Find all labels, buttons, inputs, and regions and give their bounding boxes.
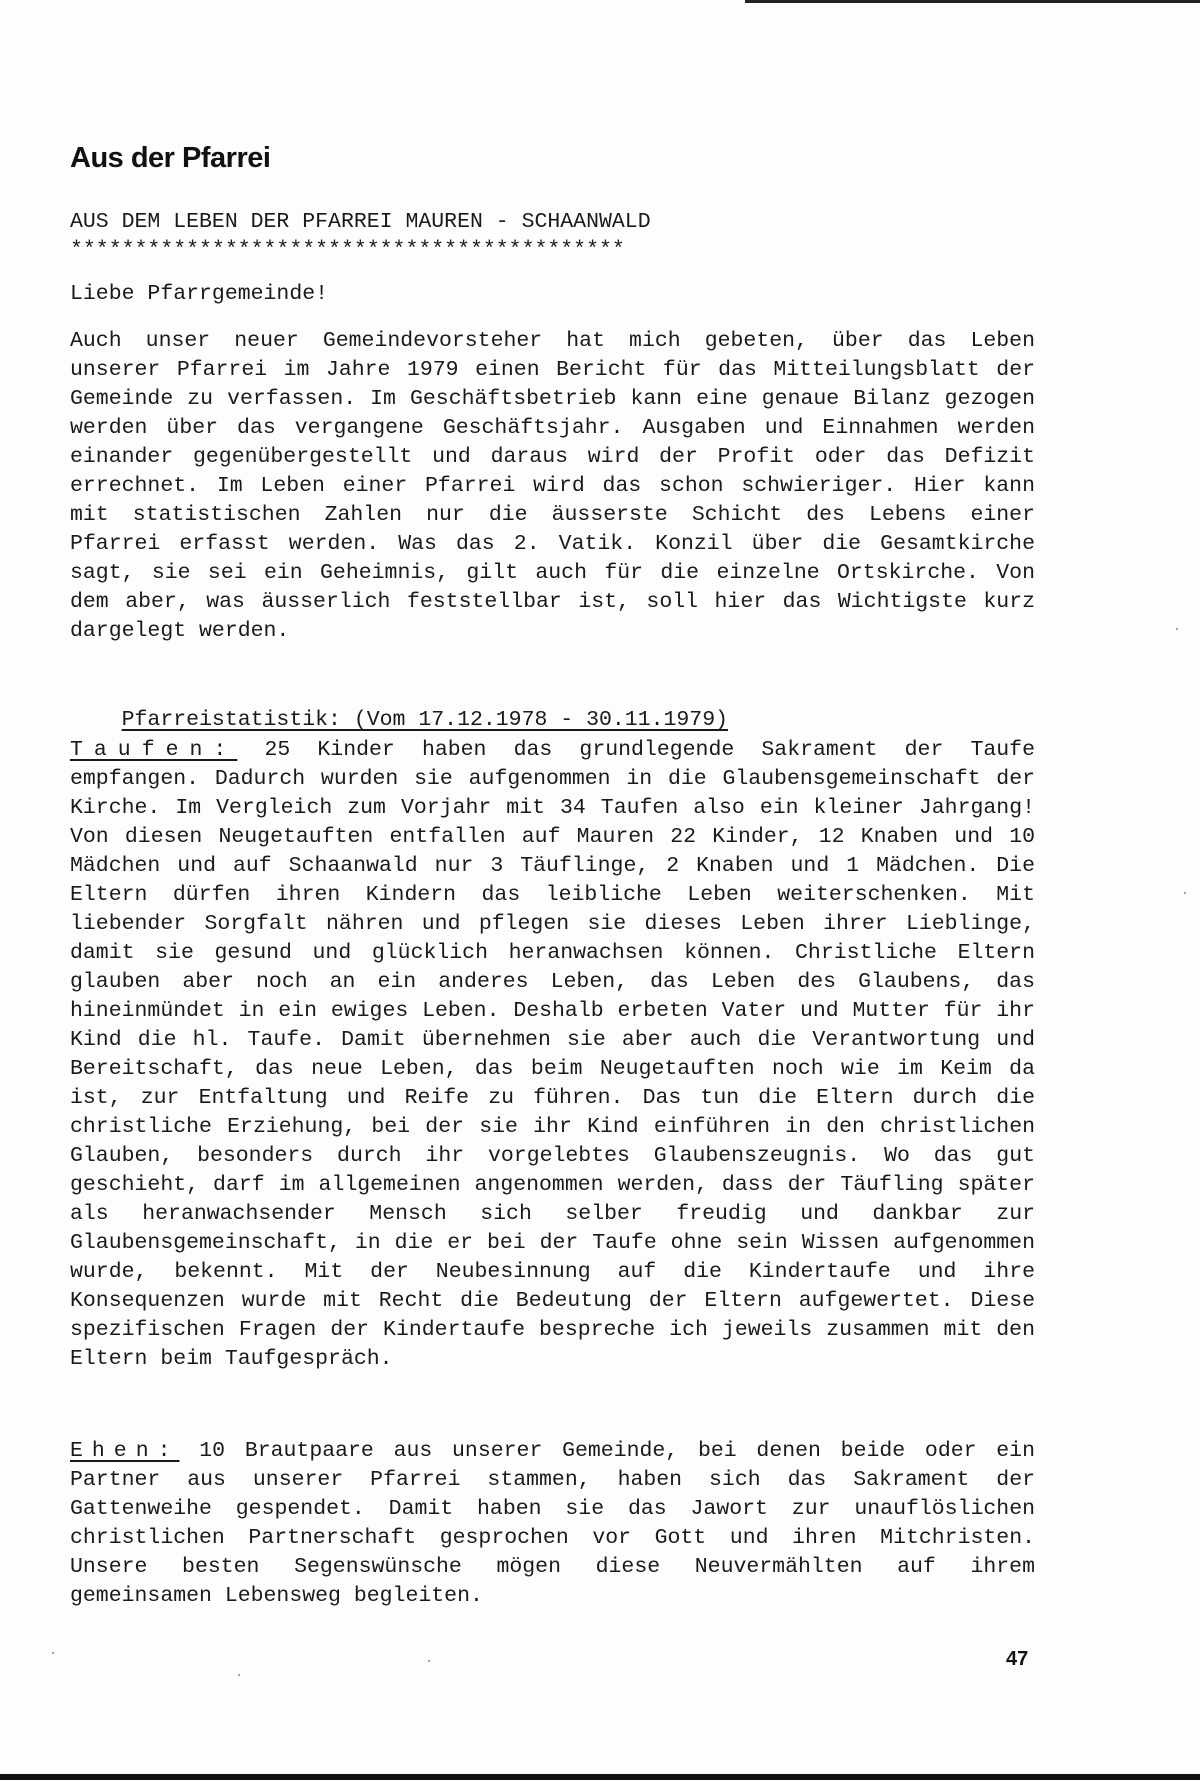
marriages-text: 10 Brautpaare aus unserer Gemeinde, bei denen beide oder ein Partner aus unserer Pfarrei stammen, haben sich das Sakrament der Gattenweihe gespendet. Damit haben sie das Jawort zur unauflöslichen christlichen Partnerschaft gesprochen vor Gott und ihren Mitchristen. Unsere besten Segenswünsche mögen diese Neuvermählten auf ihrem gemeinsamen Lebensweg begleiten. <box>70 1439 1035 1608</box>
scan-speck <box>1184 892 1186 894</box>
page-number: 47 <box>1006 1648 1029 1670</box>
statistics-heading-text: Pfarreistatistik: (Vom 17.12.1978 - 30.11.1979) <box>121 708 729 732</box>
page-title: Aus der Pfarrei <box>70 142 271 174</box>
scan-speck <box>1176 628 1178 630</box>
bottom-edge-rule <box>0 1774 1200 1780</box>
scan-speck <box>52 1652 54 1654</box>
scan-speck <box>238 1674 240 1676</box>
baptisms-label: Taufen: <box>70 738 238 762</box>
baptisms-text: 25 Kinder haben das grundlegende Sakrament der Taufe empfangen. Dadurch wurden sie aufgenommen in die Glaubensgemeinschaft der Kirche. Im Vergleich zum Vorjahr mit 34 Taufen also ein kleiner Jahrgang! Von diesen Neugetauften entfallen auf Mauren 22 Kinder, 12 Knaben und 10 Mädchen und auf Schaanwald nur 3 Täuflinge, 2 Knaben und 1 Mädchen. Die Eltern dürfen ihren Kindern das leibliche Leben weiterschenken. Mit liebender Sorgfalt nähren und pflegen sie dieses Leben ihrer Lieblinge, damit sie gesund und glücklich heranwachsen können. Christliche Eltern glauben aber noch an ein anderes Leben, das Leben des Glaubens, das hineinmündet in ein ewiges Leben. Deshalb erbeten Vater und Mutter für ihr Kind die hl. Taufe. Damit übernehmen sie aber auch die Verantwortung und Bereitschaft, das neue Leben, das beim Neugetauften noch wie im Keim da ist, zur Entfaltung und Reife zu führen. Das tun die Eltern durch die christliche Erziehung, bei der sie ihr Kind einführen in den christlichen Glauben, besonders durch ihr vorgelebtes Glaubenszeugnis. Wo das gut geschieht, darf im allgemeinen angenommen werden, dass der Täufling später als heranwachsender Mensch sich selber freudig und dankbar zur Glaubensgemeinschaft, in die er bei der Taufe ohne sein Wissen aufgenommen wurde, bekennt. Mit der Neubesinnung auf die Kindertaufe und ihre Konsequenzen wurde mit Recht die Bedeutung der Eltern aufgewertet. Diese spezifischen Fragen der Kindertaufe bespreche ich jeweils zusammen mit den Eltern beim Taufgespräch. <box>70 738 1035 1371</box>
article-kicker: AUS DEM LEBEN DER PFARREI MAUREN - SCHAANWALD <box>70 210 651 234</box>
top-edge-rule <box>745 0 1200 3</box>
marriages-paragraph <box>70 1437 1035 1611</box>
scan-speck <box>428 1660 430 1662</box>
salutation: Liebe Pfarrgemeinde! <box>70 282 329 306</box>
baptisms-paragraph <box>70 736 1035 1374</box>
marriages-label: Ehen: <box>70 1439 180 1463</box>
stars-divider: ******************************************* <box>70 238 625 262</box>
intro-paragraph: Auch unser neuer Gemeindevorsteher hat mich gebeten, über das Leben unserer Pfarrei im Jahre 1979 einen Bericht für das Mitteilungsblatt der Gemeinde zu verfassen. Im Geschäftsbetrieb kann eine genaue Bilanz gezogen werden über das vergangene Geschäftsjahr. Ausgaben und Einnahmen werden einander gegenübergestellt und daraus wird der Profit oder das Defizit errechnet. Im Leben einer Pfarrei wird das schon schwieriger. Hier kann mit statistischen Zahlen nur die äusserste Schicht des Lebens einer Pfarrei erfasst werden. Was das 2. Vatik. Konzil über die Gesamtkirche sagt, sie sei ein Geheimnis, gilt auch für die einzelne Ortskirche. Von dem aber, was äusserlich feststellbar ist, soll hier das Wichtigste kurz dargelegt werden. <box>70 329 1035 643</box>
